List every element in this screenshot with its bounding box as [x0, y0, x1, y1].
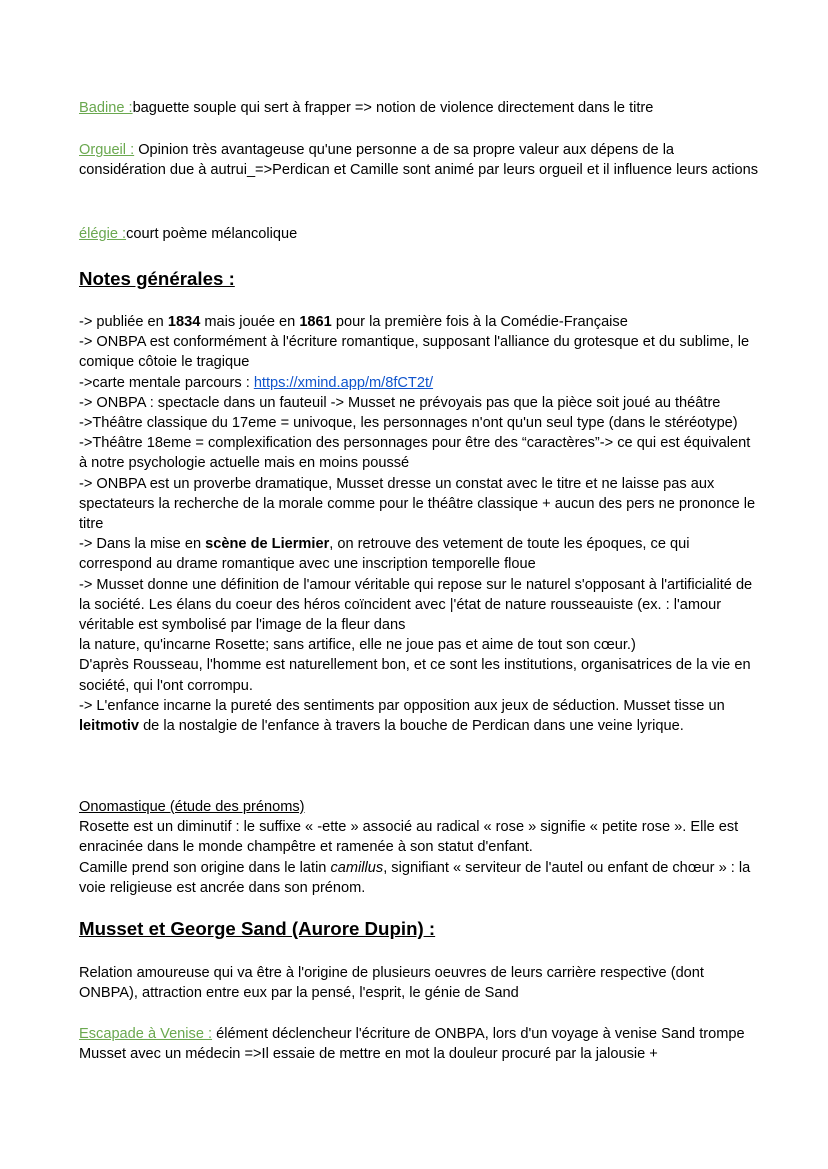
note-line: -> Dans la mise en scène de Liermier, on retrouve des vetement de toute les époques, ce qui correspond au drame romantique avec une inscription temporelle floue — [79, 536, 690, 573]
onomastique-section — [79, 797, 759, 898]
subsection-heading-onomastique: Onomastique (étude des prénoms) — [79, 799, 305, 815]
note-line: -> ONBPA : spectacle dans un fauteuil -> Musset ne prévoyais pas que la pièce soit joué au théâtre — [79, 394, 721, 411]
note-line: ->carte mentale parcours : https://xmind.app/m/8fCT2t/ — [79, 374, 434, 391]
term-label: Escapade à Venise : — [79, 1026, 213, 1042]
note-line: D'après Rousseau, l'homme est naturellement bon, et ce sont les institutions, organisatrices de la vie en société, qui l'ont corrompu. — [79, 657, 751, 694]
definition-elegie — [79, 224, 759, 244]
onomastique-rosette: Rosette est un diminutif : le suffixe « -ette » associé au radical « rose » signifie « petite rose ». Elle est enracinée dans le monde champêtre et ramenée à son statut d'enfant. — [79, 819, 739, 856]
note-line: ->Théâtre 18eme = complexification des personnages pour être des “caractères”-> ce qui est équivalent à notre psychologie actuelle mais en moins poussé — [79, 435, 751, 472]
definition-text: élément déclencheur l'écriture de ONBPA, lors d'un voyage à venise Sand trompe Musset avec un médecin =>Il essaie de mettre en mot la douleur procuré par la jalousie + — [79, 1026, 745, 1063]
note-line: -> ONBPA est un proverbe dramatique, Musset dresse un constat avec le titre et ne laisse pas aux spectateurs la recherche de la morale comme pour le théâtre classique + aucun des pers ne prononce le titre — [79, 475, 756, 533]
notes-list — [79, 312, 759, 736]
section-heading-sand: Musset et George Sand (Aurore Dupin) : — [79, 918, 436, 939]
definition-text: Opinion très avantageuse qu'une personne a de sa propre valeur aux dépens de la considération due à autrui_=>Perdican et Camille sont animé par leurs orgueil et il influence leurs actions — [79, 142, 758, 179]
note-line: -> L'enfance incarne la pureté des sentiments par opposition aux jeux de séduction. Musset tisse un leitmotiv de la nostalgie de l'enfance à travers la bouche de Perdican dans une veine lyrique. — [79, 697, 725, 735]
term-label: élégie : — [79, 226, 127, 242]
definition-text: court poème mélancolique — [126, 226, 298, 242]
term-label: Orgueil : — [79, 142, 135, 158]
note-line: ->Théâtre classique du 17eme = univoque, les personnages n'ont qu'un seul type (dans le stéréotype) — [79, 415, 738, 432]
note-line: -> Musset donne une définition de l'amour véritable qui repose sur le naturel s'opposant à l'artificialité de la société. Les élans du coeur des héros coïncident avec |'état de nature rousseauiste (ex. : l'amour véritable est symbolisé par l'image de la fleur dans — [79, 576, 753, 634]
note-line: -> ONBPA est conformément à l'écriture romantique, supposant l'alliance du grotesque et du sublime, le comique côtoie le tragique — [79, 334, 750, 371]
onomastique-camille: Camille prend son origine dans le latin camillus, signifiant « serviteur de l'autel ou enfant de chœur » : la voie religieuse est ancrée dans son prénom. — [79, 859, 751, 896]
note-line: la nature, qu'incarne Rosette; sans artifice, elle ne joue pas et aime de tout son cœur.) — [79, 637, 636, 654]
definition-badine — [79, 98, 759, 118]
mindmap-link[interactable]: https://xmind.app/m/8fCT2t/ — [253, 374, 434, 391]
definition-text: baguette souple qui sert à frapper => notion de violence directement dans le titre — [132, 100, 654, 116]
definition-escapade — [79, 1024, 759, 1064]
definition-orgueil — [79, 140, 759, 180]
section-heading-notes: Notes générales : — [79, 268, 235, 289]
sand-relation: Relation amoureuse qui va être à l'origine de plusieurs oeuvres de leurs carrière respective (dont ONBPA), attraction entre eux par la pensé, l'esprit, le génie de Sand — [79, 965, 704, 1002]
term-label: Badine : — [79, 100, 133, 116]
note-line: -> publiée en 1834 mais jouée en 1861 pour la première fois à la Comédie-Française — [79, 314, 628, 330]
